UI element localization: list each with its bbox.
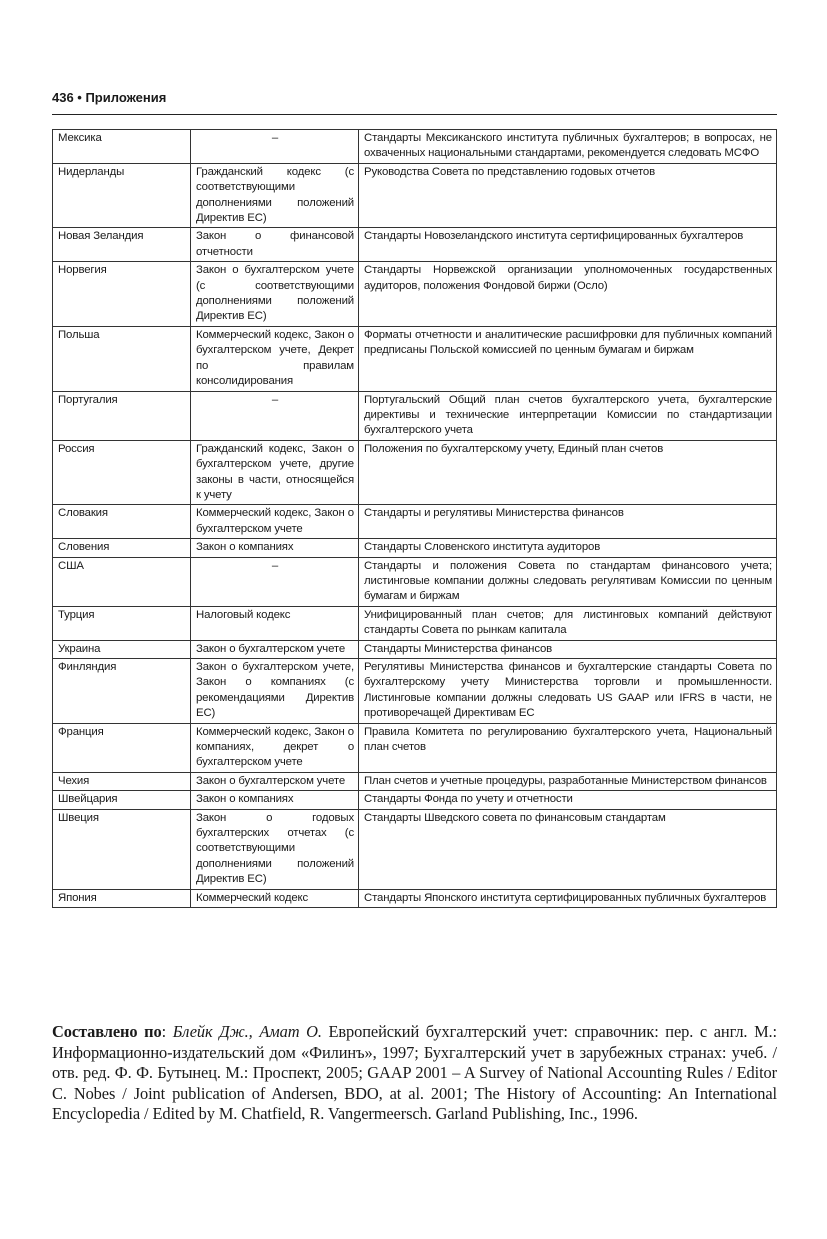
country-cell: Чехия [53, 772, 191, 790]
standards-cell: Положения по бухгалтерскому учету, Единый план счетов [359, 440, 777, 505]
country-cell: Франция [53, 723, 191, 772]
country-cell: Новая Зеландия [53, 228, 191, 262]
standards-cell: Регулятивы Министерства финансов и бухгалтерские стандарты Совета по бухгалтерскому учету Министерства торговли и промышленности. Листинговые компании должны следовать US GAAP или IFRS в части, не противоречащей Директивам ЕС [359, 659, 777, 724]
table-row [53, 791, 777, 809]
country-cell: Словакия [53, 505, 191, 539]
source-note [52, 1022, 777, 1125]
table-row [53, 659, 777, 724]
table-row [53, 326, 777, 391]
standards-cell: Стандарты Японского института сертифицированных публичных бухгалтеров [359, 889, 777, 907]
standards-cell: Правила Комитета по регулированию бухгалтерского учета, Национальный план счетов [359, 723, 777, 772]
law-cell: Закон о бухгалтерском учете [191, 772, 359, 790]
law-cell: Закон о бухгалтерском учете [191, 640, 359, 658]
table-row [53, 539, 777, 557]
law-cell: – [191, 130, 359, 164]
standards-cell: Форматы отчетности и аналитические расшифровки для публичных компаний предписаны Польской комиссией по ценным бумагам и биржам [359, 326, 777, 391]
standards-cell: Стандарты Министерства финансов [359, 640, 777, 658]
law-cell: Закон о компаниях [191, 791, 359, 809]
source-authors: Блейк Дж., Амат О. [172, 1022, 322, 1041]
table-row [53, 163, 777, 228]
country-cell: Швейцария [53, 791, 191, 809]
table-row [53, 772, 777, 790]
law-cell: – [191, 557, 359, 606]
country-cell: Мексика [53, 130, 191, 164]
country-cell: Словения [53, 539, 191, 557]
country-cell: Финляндия [53, 659, 191, 724]
table-row [53, 262, 777, 327]
country-cell: Украина [53, 640, 191, 658]
law-cell: Закон о компаниях [191, 539, 359, 557]
standards-cell: Стандарты Шведского совета по финансовым стандартам [359, 809, 777, 889]
page-header [52, 90, 777, 115]
law-cell: Коммерческий кодекс, Закон о бухгалтерском учете, Декрет по правилам консолидирования [191, 326, 359, 391]
source-separator: : [161, 1022, 173, 1041]
country-cell: Польша [53, 326, 191, 391]
table-row [53, 723, 777, 772]
table-row [53, 640, 777, 658]
law-cell: Налоговый кодекс [191, 606, 359, 640]
standards-cell: Стандарты и положения Совета по стандартам финансового учета; листинговые компании должны следовать регулятивам Комиссии по ценным бумагам и биржам [359, 557, 777, 606]
table-row [53, 809, 777, 889]
standards-cell: Стандарты Фонда по учету и отчетности [359, 791, 777, 809]
law-cell: Коммерческий кодекс, Закон о бухгалтерском учете [191, 505, 359, 539]
table-row [53, 606, 777, 640]
accounting-regulation-table [52, 129, 777, 908]
page-header-title: 436 • Приложения [52, 90, 167, 105]
standards-cell: Руководства Совета по представлению годовых отчетов [359, 163, 777, 228]
law-cell: – [191, 391, 359, 440]
table-row [53, 228, 777, 262]
country-cell: Россия [53, 440, 191, 505]
standards-cell: Стандарты Новозеландского института сертифицированных бухгалтеров [359, 228, 777, 262]
standards-cell: Стандарты Словенского института аудиторов [359, 539, 777, 557]
table-row [53, 440, 777, 505]
table-row [53, 130, 777, 164]
country-cell: США [53, 557, 191, 606]
country-cell: Португалия [53, 391, 191, 440]
table-row [53, 391, 777, 440]
law-cell: Коммерческий кодекс [191, 889, 359, 907]
law-cell: Гражданский кодекс (с соответствующими дополнениями положений Директив ЕС) [191, 163, 359, 228]
country-cell: Нидерланды [53, 163, 191, 228]
country-cell: Турция [53, 606, 191, 640]
standards-cell: Унифицированный план счетов; для листинговых компаний действуют стандарты Совета по рынкам капитала [359, 606, 777, 640]
table-row [53, 505, 777, 539]
law-cell: Закон о финансовой отчетности [191, 228, 359, 262]
law-cell: Закон о бухгалтерском учете (с соответствующими дополнениями положений Директив ЕС) [191, 262, 359, 327]
country-cell: Япония [53, 889, 191, 907]
source-label: Составлено по [52, 1022, 162, 1041]
law-cell: Коммерческий кодекс, Закон о компаниях, декрет о бухгалтерском учете [191, 723, 359, 772]
table-row [53, 557, 777, 606]
country-cell: Швеция [53, 809, 191, 889]
law-cell: Закон о годовых бухгалтерских отчетах (с соответствующими дополнениями положений Директив ЕС) [191, 809, 359, 889]
law-cell: Гражданский кодекс, Закон о бухгалтерском учете, другие законы в части, относящейся к учету [191, 440, 359, 505]
source-text: Европейский бухгалтерский учет: справочник: пер. с англ. М.: Информационно-издательский дом «Филинъ», 1997; Бухгалтерский учет в зарубежных странах: учеб. / отв. ред. Ф. Ф. Бутынец. М.: Проспект, 2005; GAAP 2001 – A Survey of National Accounting Rules / Editor C. Nobes / Joint publication of Andersen, BDO, at al. 2001; The History of Accounting: An International Encyclopedia / Edited by M. Chatfield, R. Vangermeersch. Garland Publishing, Inc., 1996. [52, 1022, 778, 1124]
law-cell: Закон о бухгалтерском учете, Закон о компаниях (с рекомендациями Директив ЕС) [191, 659, 359, 724]
standards-cell: Стандарты Мексиканского института публичных бухгалтеров; в вопросах, не охваченных национальными стандартами, рекомендуется следовать МСФО [359, 130, 777, 164]
standards-cell: Стандарты Норвежской организации уполномоченных государственных аудиторов, положения Фондовой биржи (Осло) [359, 262, 777, 327]
standards-cell: План счетов и учетные процедуры, разработанные Министерством финансов [359, 772, 777, 790]
standards-cell: Стандарты и регулятивы Министерства финансов [359, 505, 777, 539]
country-cell: Норвегия [53, 262, 191, 327]
table-row [53, 889, 777, 907]
standards-cell: Португальский Общий план счетов бухгалтерского учета, бухгалтерские директивы и технические интерпретации Комиссии по стандартизации бухгалтерского учета [359, 391, 777, 440]
